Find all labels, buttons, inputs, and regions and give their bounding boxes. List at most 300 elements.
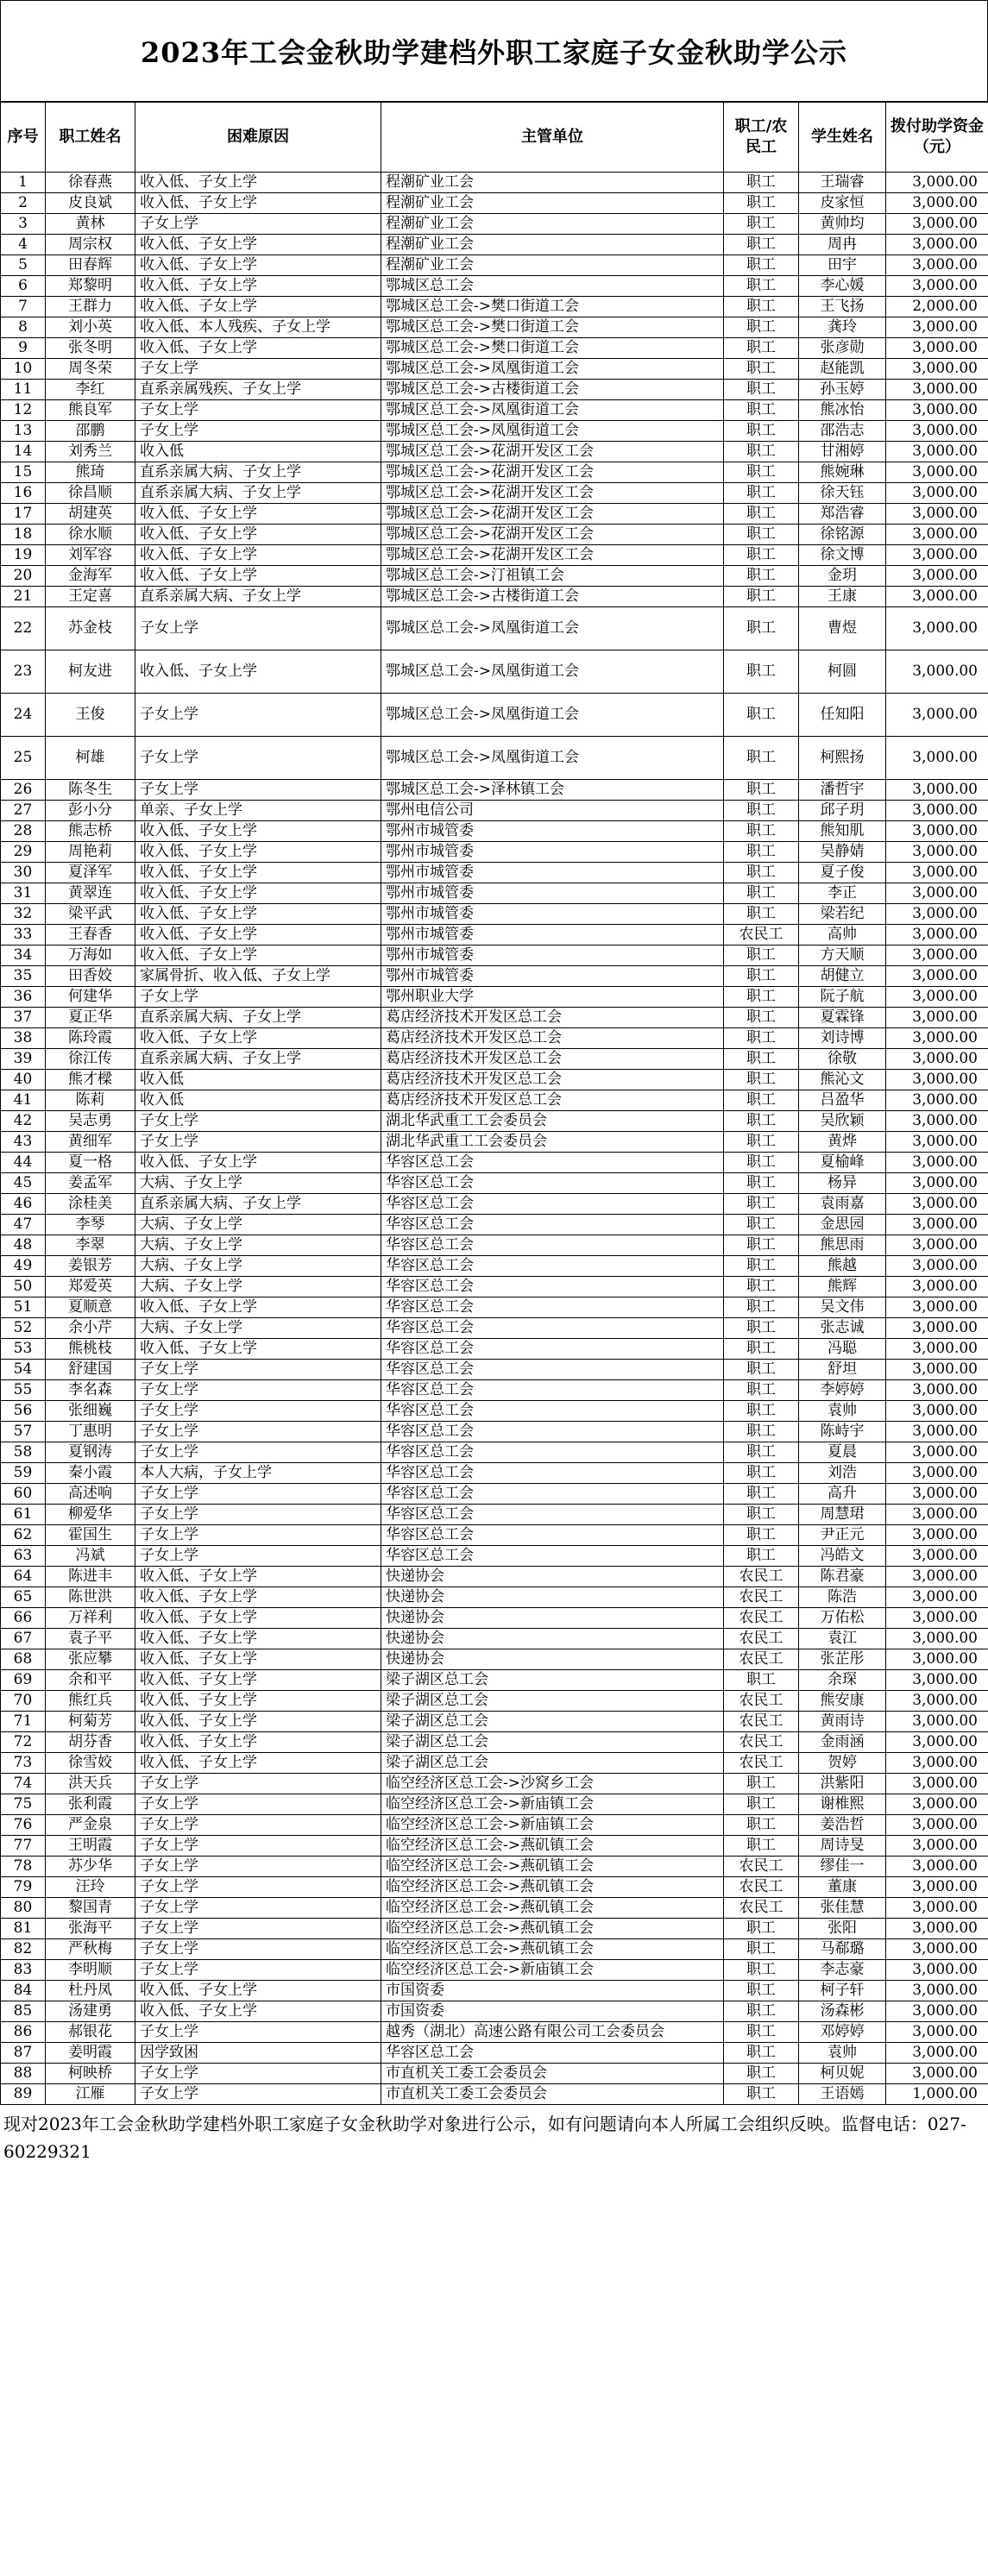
table-row <box>1 2001 988 2022</box>
cell-unit: 华容区总工会 <box>381 1484 724 1505</box>
cell-student: 夏榆峰 <box>799 1153 886 1173</box>
cell-no: 26 <box>1 780 46 801</box>
cell-name: 柯雄 <box>46 737 135 780</box>
cell-student: 龚玲 <box>799 317 886 338</box>
cell-reason: 收入低、子女上学 <box>135 297 381 317</box>
cell-name: 刘小英 <box>46 317 135 338</box>
cell-student: 刘诗博 <box>799 1028 886 1049</box>
cell-type: 农民工 <box>724 1587 799 1608</box>
cell-amount: 3,000.00 <box>886 1256 988 1277</box>
cell-student: 张佳慧 <box>799 1898 886 1919</box>
cell-unit: 临空经济区总工会->燕矶镇工会 <box>381 1877 724 1898</box>
cell-amount: 3,000.00 <box>886 1608 988 1629</box>
cell-reason: 收入低、子女上学 <box>135 1649 381 1670</box>
cell-student: 胡健立 <box>799 966 886 987</box>
cell-reason: 子女上学 <box>135 2064 381 2084</box>
table-row <box>1 1836 988 1857</box>
cell-amount: 3,000.00 <box>886 1732 988 1753</box>
cell-student: 洪紫阳 <box>799 1774 886 1794</box>
cell-reason: 子女上学 <box>135 1877 381 1898</box>
cell-type: 农民工 <box>724 1691 799 1712</box>
cell-reason: 大病、子女上学 <box>135 1277 381 1297</box>
cell-unit: 临空经济区总工会->燕矶镇工会 <box>381 1836 724 1857</box>
cell-amount: 3,000.00 <box>886 255 988 276</box>
table-row <box>1 1939 988 1960</box>
cell-no: 12 <box>1 400 46 421</box>
cell-amount: 3,000.00 <box>886 587 988 607</box>
cell-unit: 市直机关工委工会委员会 <box>381 2064 724 2084</box>
cell-amount: 3,000.00 <box>886 883 988 904</box>
cell-no: 35 <box>1 966 46 987</box>
cell-type: 农民工 <box>724 1857 799 1877</box>
cell-type: 职工 <box>724 650 799 694</box>
cell-type: 职工 <box>724 694 799 737</box>
table-row <box>1 821 988 842</box>
table-row <box>1 1111 988 1132</box>
cell-name: 苏少华 <box>46 1857 135 1877</box>
cell-student: 田宇 <box>799 255 886 276</box>
cell-no: 18 <box>1 525 46 545</box>
cell-type: 职工 <box>724 1090 799 1111</box>
cell-amount: 3,000.00 <box>886 1960 988 1981</box>
table-row <box>1 842 988 863</box>
cell-type: 职工 <box>724 442 799 462</box>
cell-amount: 3,000.00 <box>886 338 988 359</box>
cell-reason: 单亲、子女上学 <box>135 801 381 821</box>
table-row <box>1 1256 988 1277</box>
cell-amount: 3,000.00 <box>886 1670 988 1691</box>
cell-reason: 直系亲属大病、子女上学 <box>135 462 381 483</box>
cell-student: 贺婷 <box>799 1753 886 1774</box>
cell-reason: 收入低、子女上学 <box>135 504 381 525</box>
cell-no: 33 <box>1 925 46 946</box>
cell-amount: 3,000.00 <box>886 780 988 801</box>
cell-student: 熊婉琳 <box>799 462 886 483</box>
cell-type: 职工 <box>724 566 799 587</box>
cell-unit: 华容区总工会 <box>381 1339 724 1360</box>
cell-student: 方天顺 <box>799 946 886 966</box>
cell-unit: 临空经济区总工会->新庙镇工会 <box>381 1815 724 1836</box>
table-row <box>1 1649 988 1670</box>
cell-reason: 收入低、子女上学 <box>135 235 381 255</box>
cell-student: 柯子轩 <box>799 1981 886 2001</box>
cell-reason: 子女上学 <box>135 1484 381 1505</box>
cell-unit: 鄂城区总工会->樊口街道工会 <box>381 317 724 338</box>
cell-student: 杨异 <box>799 1173 886 1194</box>
cell-name: 舒建国 <box>46 1360 135 1380</box>
cell-reason: 收入低、子女上学 <box>135 1691 381 1712</box>
cell-type: 职工 <box>724 1028 799 1049</box>
cell-name: 柯友进 <box>46 650 135 694</box>
cell-no: 45 <box>1 1173 46 1194</box>
cell-unit: 鄂城区总工会->花湖开发区工会 <box>381 504 724 525</box>
table-row <box>1 1173 988 1194</box>
table-row <box>1 2064 988 2084</box>
cell-no: 62 <box>1 1525 46 1546</box>
cell-unit: 梁子湖区总工会 <box>381 1753 724 1774</box>
cell-unit: 鄂州市城管委 <box>381 946 724 966</box>
cell-student: 高升 <box>799 1484 886 1505</box>
cell-reason: 子女上学 <box>135 1774 381 1794</box>
cell-no: 59 <box>1 1463 46 1484</box>
cell-reason: 子女上学 <box>135 400 381 421</box>
cell-unit: 快递协会 <box>381 1587 724 1608</box>
cell-unit: 鄂城区总工会->泽林镇工会 <box>381 780 724 801</box>
cell-no: 8 <box>1 317 46 338</box>
table-row <box>1 1339 988 1360</box>
cell-reason: 子女上学 <box>135 214 381 235</box>
cell-unit: 湖北华武重工工会委员会 <box>381 1111 724 1132</box>
cell-reason: 子女上学 <box>135 1525 381 1546</box>
cell-amount: 3,000.00 <box>886 1442 988 1463</box>
cell-reason: 收入低、子女上学 <box>135 842 381 863</box>
cell-name: 皮良斌 <box>46 193 135 214</box>
cell-name: 徐昌顺 <box>46 483 135 504</box>
cell-student: 熊辉 <box>799 1277 886 1297</box>
cell-student: 周诗旻 <box>799 1836 886 1857</box>
cell-reason: 子女上学 <box>135 359 381 380</box>
cell-unit: 程潮矿业工会 <box>381 173 724 193</box>
cell-reason: 收入低、子女上学 <box>135 1297 381 1318</box>
cell-unit: 鄂城区总工会->凤凰街道工会 <box>381 737 724 780</box>
cell-amount: 3,000.00 <box>886 1360 988 1380</box>
cell-type: 职工 <box>724 1111 799 1132</box>
cell-reason: 子女上学 <box>135 737 381 780</box>
cell-no: 60 <box>1 1484 46 1505</box>
cell-student: 柯熙扬 <box>799 737 886 780</box>
cell-no: 69 <box>1 1670 46 1691</box>
cell-name: 黄翠连 <box>46 883 135 904</box>
cell-reason: 子女上学 <box>135 2022 381 2043</box>
cell-unit: 鄂城区总工会->花湖开发区工会 <box>381 525 724 545</box>
cell-amount: 3,000.00 <box>886 1297 988 1318</box>
cell-reason: 收入低、子女上学 <box>135 545 381 566</box>
table-row <box>1 1567 988 1587</box>
cell-no: 14 <box>1 442 46 462</box>
cell-name: 严金泉 <box>46 1815 135 1836</box>
cell-type: 职工 <box>724 276 799 297</box>
cell-reason: 子女上学 <box>135 1960 381 1981</box>
cell-name: 陈玲霞 <box>46 1028 135 1049</box>
cell-amount: 3,000.00 <box>886 1401 988 1422</box>
cell-student: 黄帅均 <box>799 214 886 235</box>
cell-type: 职工 <box>724 1815 799 1836</box>
cell-student: 王飞扬 <box>799 297 886 317</box>
cell-no: 66 <box>1 1608 46 1629</box>
cell-amount: 3,000.00 <box>886 2022 988 2043</box>
cell-no: 78 <box>1 1857 46 1877</box>
table-row <box>1 1794 988 1815</box>
cell-no: 58 <box>1 1442 46 1463</box>
cell-student: 王康 <box>799 587 886 607</box>
cell-student: 刘浩 <box>799 1463 886 1484</box>
cell-amount: 3,000.00 <box>886 1505 988 1525</box>
cell-name: 刘军容 <box>46 545 135 566</box>
cell-type: 职工 <box>724 1173 799 1194</box>
cell-name: 杜丹凤 <box>46 1981 135 2001</box>
cell-type: 职工 <box>724 359 799 380</box>
cell-amount: 3,000.00 <box>886 1794 988 1815</box>
cell-student: 黄雨诗 <box>799 1712 886 1732</box>
cell-type: 职工 <box>724 1008 799 1028</box>
cell-name: 丁惠明 <box>46 1422 135 1442</box>
cell-no: 15 <box>1 462 46 483</box>
cell-type: 职工 <box>724 1277 799 1297</box>
cell-amount: 3,000.00 <box>886 1753 988 1774</box>
cell-student: 缪佳一 <box>799 1857 886 1877</box>
cell-name: 周艳莉 <box>46 842 135 863</box>
cell-amount: 3,000.00 <box>886 1463 988 1484</box>
table-row <box>1 421 988 442</box>
table-row <box>1 173 988 193</box>
cell-amount: 3,000.00 <box>886 317 988 338</box>
cell-amount: 3,000.00 <box>886 1567 988 1587</box>
cell-amount: 3,000.00 <box>886 1484 988 1505</box>
cell-name: 田香姣 <box>46 966 135 987</box>
cell-unit: 鄂城区总工会->凤凰街道工会 <box>381 694 724 737</box>
cell-type: 职工 <box>724 2084 799 2105</box>
cell-amount: 3,000.00 <box>886 650 988 694</box>
cell-type: 职工 <box>724 1794 799 1815</box>
cell-no: 80 <box>1 1898 46 1919</box>
cell-no: 71 <box>1 1712 46 1732</box>
cell-name: 徐江传 <box>46 1049 135 1070</box>
cell-amount: 3,000.00 <box>886 694 988 737</box>
table-row <box>1 1194 988 1215</box>
cell-no: 42 <box>1 1111 46 1132</box>
cell-name: 邵鹏 <box>46 421 135 442</box>
cell-unit: 市直机关工委工会委员会 <box>381 2084 724 2105</box>
cell-type: 职工 <box>724 421 799 442</box>
cell-name: 陈冬生 <box>46 780 135 801</box>
table-row <box>1 2084 988 2105</box>
cell-unit: 鄂城区总工会->花湖开发区工会 <box>381 483 724 504</box>
cell-student: 袁江 <box>799 1629 886 1649</box>
cell-student: 熊冰怡 <box>799 400 886 421</box>
table-row <box>1 1132 988 1153</box>
cell-unit: 华容区总工会 <box>381 1442 724 1463</box>
cell-reason: 本人大病，子女上学 <box>135 1463 381 1484</box>
cell-name: 徐水顺 <box>46 525 135 545</box>
cell-no: 20 <box>1 566 46 587</box>
cell-amount: 3,000.00 <box>886 566 988 587</box>
cell-reason: 子女上学 <box>135 1401 381 1422</box>
cell-student: 吴文伟 <box>799 1297 886 1318</box>
cell-name: 张冬明 <box>46 338 135 359</box>
cell-no: 40 <box>1 1070 46 1090</box>
cell-name: 熊红兵 <box>46 1691 135 1712</box>
cell-name: 熊才樑 <box>46 1070 135 1090</box>
cell-amount: 3,000.00 <box>886 801 988 821</box>
cell-no: 5 <box>1 255 46 276</box>
table-row <box>1 483 988 504</box>
cell-student: 余琛 <box>799 1670 886 1691</box>
cell-reason: 子女上学 <box>135 1815 381 1836</box>
table-row <box>1 1360 988 1380</box>
cell-no: 37 <box>1 1008 46 1028</box>
cell-no: 74 <box>1 1774 46 1794</box>
cell-unit: 鄂城区总工会->花湖开发区工会 <box>381 545 724 566</box>
cell-unit: 华容区总工会 <box>381 1173 724 1194</box>
cell-name: 余小芹 <box>46 1318 135 1339</box>
cell-unit: 鄂州市城管委 <box>381 842 724 863</box>
cell-amount: 3,000.00 <box>886 214 988 235</box>
cell-amount: 3,000.00 <box>886 1028 988 1049</box>
table-row <box>1 1153 988 1173</box>
cell-unit: 华容区总工会 <box>381 1235 724 1256</box>
cell-no: 10 <box>1 359 46 380</box>
table-header-row <box>1 103 988 173</box>
cell-unit: 鄂城区总工会->凤凰街道工会 <box>381 359 724 380</box>
cell-student: 陈君豪 <box>799 1567 886 1587</box>
table-row <box>1 987 988 1008</box>
cell-name: 熊桃枝 <box>46 1339 135 1360</box>
cell-student: 曹煜 <box>799 607 886 650</box>
cell-type: 职工 <box>724 1297 799 1318</box>
cell-type: 职工 <box>724 966 799 987</box>
cell-unit: 快递协会 <box>381 1567 724 1587</box>
cell-reason: 收入低、子女上学 <box>135 1567 381 1587</box>
table-row <box>1 1215 988 1235</box>
cell-name: 李翠 <box>46 1235 135 1256</box>
table-row <box>1 1774 988 1794</box>
cell-amount: 3,000.00 <box>886 1070 988 1090</box>
cell-student: 邵浩志 <box>799 421 886 442</box>
table-row <box>1 442 988 462</box>
cell-student: 吴静婧 <box>799 842 886 863</box>
table-row <box>1 1090 988 1111</box>
cell-unit: 程潮矿业工会 <box>381 255 724 276</box>
cell-type: 职工 <box>724 1981 799 2001</box>
cell-no: 48 <box>1 1235 46 1256</box>
cell-amount: 1,000.00 <box>886 2084 988 2105</box>
cell-no: 28 <box>1 821 46 842</box>
cell-no: 4 <box>1 235 46 255</box>
table-row <box>1 1380 988 1401</box>
cell-type: 职工 <box>724 173 799 193</box>
cell-amount: 3,000.00 <box>886 1525 988 1546</box>
cell-no: 39 <box>1 1049 46 1070</box>
cell-reason: 收入低、子女上学 <box>135 1028 381 1049</box>
cell-reason: 大病、子女上学 <box>135 1235 381 1256</box>
cell-student: 柯圆 <box>799 650 886 694</box>
cell-student: 袁帅 <box>799 2043 886 2064</box>
cell-student: 黄烨 <box>799 1132 886 1153</box>
cell-reason: 收入低、子女上学 <box>135 1339 381 1360</box>
cell-no: 76 <box>1 1815 46 1836</box>
cell-name: 熊琦 <box>46 462 135 483</box>
cell-amount: 3,000.00 <box>886 966 988 987</box>
cell-unit: 华容区总工会 <box>381 1546 724 1567</box>
cell-no: 44 <box>1 1153 46 1173</box>
cell-name: 李明顺 <box>46 1960 135 1981</box>
cell-type: 职工 <box>724 400 799 421</box>
cell-type: 职工 <box>724 1442 799 1463</box>
cell-reason: 收入低 <box>135 1090 381 1111</box>
cell-name: 熊良军 <box>46 400 135 421</box>
cell-no: 38 <box>1 1028 46 1049</box>
table-row <box>1 525 988 545</box>
cell-student: 董康 <box>799 1877 886 1898</box>
cell-reason: 收入低、子女上学 <box>135 1981 381 2001</box>
cell-no: 70 <box>1 1691 46 1712</box>
table-row <box>1 1608 988 1629</box>
table-row <box>1 545 988 566</box>
cell-amount: 3,000.00 <box>886 1919 988 1939</box>
cell-amount: 3,000.00 <box>886 483 988 504</box>
cell-amount: 3,000.00 <box>886 235 988 255</box>
table-row <box>1 276 988 297</box>
cell-no: 53 <box>1 1339 46 1360</box>
cell-student: 金思园 <box>799 1215 886 1235</box>
cell-no: 64 <box>1 1567 46 1587</box>
cell-type: 职工 <box>724 525 799 545</box>
table-row <box>1 607 988 650</box>
cell-unit: 鄂州职业大学 <box>381 987 724 1008</box>
table-row <box>1 1525 988 1546</box>
table-row <box>1 1297 988 1318</box>
cell-reason: 子女上学 <box>135 1111 381 1132</box>
cell-type: 职工 <box>724 1939 799 1960</box>
cell-student: 吕盈华 <box>799 1090 886 1111</box>
cell-amount: 3,000.00 <box>886 1629 988 1649</box>
cell-no: 21 <box>1 587 46 607</box>
cell-reason: 家属骨折、收入低、子女上学 <box>135 966 381 987</box>
table-row <box>1 2022 988 2043</box>
cell-type: 职工 <box>724 1049 799 1070</box>
cell-name: 严秋梅 <box>46 1939 135 1960</box>
cell-reason: 直系亲属大病、子女上学 <box>135 587 381 607</box>
table-row <box>1 1401 988 1422</box>
cell-student: 夏霖锋 <box>799 1008 886 1028</box>
cell-no: 84 <box>1 1981 46 2001</box>
cell-name: 郑爱英 <box>46 1277 135 1297</box>
table-row <box>1 1753 988 1774</box>
cell-no: 36 <box>1 987 46 1008</box>
cell-no: 77 <box>1 1836 46 1857</box>
cell-no: 19 <box>1 545 46 566</box>
cell-type: 职工 <box>724 1194 799 1215</box>
cell-reason: 收入低、子女上学 <box>135 821 381 842</box>
cell-amount: 3,000.00 <box>886 1235 988 1256</box>
cell-amount: 3,000.00 <box>886 504 988 525</box>
cell-reason: 收入低、子女上学 <box>135 338 381 359</box>
cell-name: 冯斌 <box>46 1546 135 1567</box>
cell-name: 周宗权 <box>46 235 135 255</box>
cell-no: 56 <box>1 1401 46 1422</box>
cell-amount: 3,000.00 <box>886 904 988 925</box>
cell-student: 熊越 <box>799 1256 886 1277</box>
cell-type: 职工 <box>724 545 799 566</box>
cell-reason: 子女上学 <box>135 2084 381 2105</box>
cell-student: 冯皓文 <box>799 1546 886 1567</box>
cell-reason: 因学致困 <box>135 2043 381 2064</box>
table-body <box>1 173 988 2105</box>
cell-reason: 子女上学 <box>135 1505 381 1525</box>
cell-no: 49 <box>1 1256 46 1277</box>
cell-student: 孙玉婷 <box>799 380 886 400</box>
cell-unit: 临空经济区总工会->新庙镇工会 <box>381 1960 724 1981</box>
cell-type: 职工 <box>724 235 799 255</box>
cell-amount: 3,000.00 <box>886 2001 988 2022</box>
cell-amount: 3,000.00 <box>886 1318 988 1339</box>
cell-name: 王春香 <box>46 925 135 946</box>
cell-unit: 鄂城区总工会->凤凰街道工会 <box>381 650 724 694</box>
cell-reason: 子女上学 <box>135 1836 381 1857</box>
table-row <box>1 1587 988 1608</box>
cell-reason: 收入低、子女上学 <box>135 276 381 297</box>
cell-amount: 3,000.00 <box>886 607 988 650</box>
